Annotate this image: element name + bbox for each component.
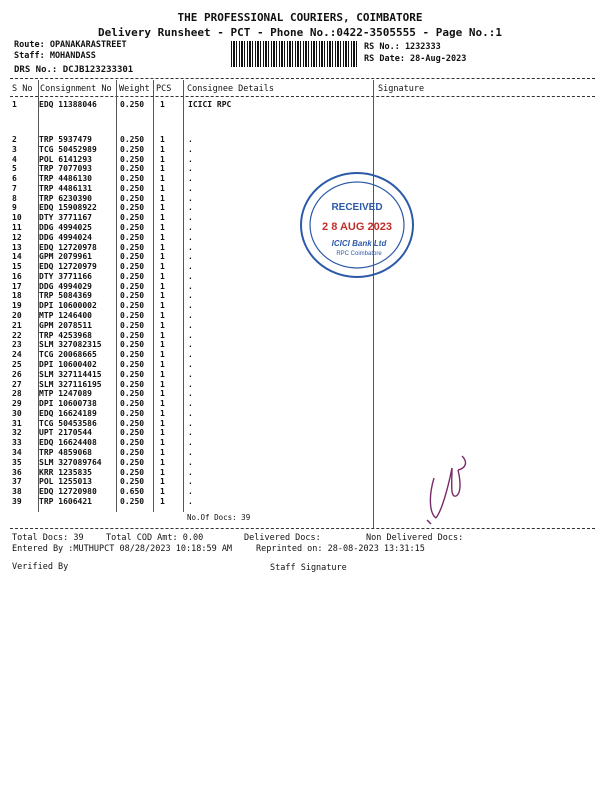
row-sno: 5	[12, 164, 17, 174]
row-consignment: DTY 3771166	[39, 271, 92, 281]
received-stamp	[297, 170, 415, 280]
row-sno: 39	[12, 496, 22, 506]
row-consignee: .	[188, 252, 193, 262]
row-consignee: .	[188, 242, 193, 252]
stamp-bank: ICICI Bank Ltd	[331, 239, 387, 248]
col-header-signature: Signature	[378, 84, 425, 94]
row-consignment: UPT 2170544	[39, 428, 92, 438]
row-weight: 0.250	[120, 330, 145, 340]
row-pcs: 1	[160, 330, 165, 340]
row-weight: 0.250	[120, 408, 145, 418]
table-row	[12, 360, 372, 370]
row-sno: 19	[12, 301, 22, 311]
row-pcs: 1	[160, 496, 165, 506]
row-pcs: 1	[160, 232, 165, 242]
row-pcs: 1	[160, 311, 165, 321]
stamp-branch: RPC Coimbatore	[336, 251, 382, 257]
row-pcs: 1	[160, 291, 165, 301]
row-sno: 7	[12, 183, 17, 193]
row-consignee: .	[188, 369, 193, 379]
row-pcs: 1	[160, 154, 165, 164]
table-row	[12, 340, 372, 350]
row-sno: 30	[12, 408, 22, 418]
stamp-received: RECEIVED	[331, 202, 383, 213]
row-pcs: 1	[160, 408, 165, 418]
table-row	[12, 301, 372, 311]
row-consignment: TRP 4486131	[39, 183, 92, 193]
row-pcs: 1	[160, 242, 165, 252]
row-weight: 0.250	[120, 271, 145, 281]
table-row	[12, 497, 372, 507]
row-consignment: DDG 4994024	[39, 232, 92, 242]
row-consignee: .	[188, 408, 193, 418]
row-pcs: 1	[160, 418, 165, 428]
row-consignee: .	[188, 301, 193, 311]
row-consignee: .	[188, 359, 193, 369]
row-pcs: 1	[160, 183, 165, 193]
table-row	[12, 448, 372, 458]
row-sno: 27	[12, 379, 22, 389]
row-weight: 0.250	[120, 379, 145, 389]
row-pcs: 1	[160, 428, 165, 438]
row-consignment: TRP 6230390	[39, 193, 92, 203]
row-consignment: EDQ 15908922	[39, 203, 97, 213]
row-sno: 21	[12, 320, 22, 330]
row-sno: 26	[12, 369, 22, 379]
row-pcs: 1	[160, 477, 165, 487]
row-consignee: .	[188, 174, 193, 184]
row-consignee: .	[188, 154, 193, 164]
row-pcs: 1	[160, 457, 165, 467]
company-title: THE PROFESSIONAL COURIERS, COIMBATORE	[177, 11, 423, 24]
row-sno: 32	[12, 428, 22, 438]
table-row	[12, 155, 372, 165]
row-sno: 25	[12, 359, 22, 369]
table-bottom-rule	[10, 528, 595, 529]
row-sno: 22	[12, 330, 22, 340]
row-pcs: 1	[160, 340, 165, 350]
row-consignment: GPM 2078511	[39, 320, 92, 330]
row-consignee: .	[188, 399, 193, 409]
no-of-docs: No.Of Docs: 39	[187, 513, 251, 522]
row-weight: 0.250	[120, 183, 145, 193]
row-sno: 12	[12, 232, 22, 242]
row-weight: 0.250	[120, 291, 145, 301]
col-header-pcs: PCS	[156, 84, 172, 94]
row-weight: 0.250	[120, 232, 145, 242]
row-consignment: DTY 3771167	[39, 213, 92, 223]
row-consignee: .	[188, 232, 193, 242]
row-consignee: .	[188, 262, 193, 272]
row-weight: 0.250	[120, 174, 145, 184]
reprinted-on: Reprinted on: 28-08-2023 13:31:15	[256, 544, 425, 554]
route-label: Route: OPANAKARASTREET	[14, 40, 127, 50]
row-consignee: .	[188, 213, 193, 223]
row-consignee: .	[188, 389, 193, 399]
row-pcs: 1	[160, 164, 165, 174]
table-row	[12, 399, 372, 409]
row-sno: 15	[12, 262, 22, 272]
row-consignee: .	[188, 281, 193, 291]
row-consignment: POL 1255013	[39, 477, 92, 487]
row-consignment: SLM 327114415	[39, 369, 102, 379]
row-consignment: TRP 4859068	[39, 447, 92, 457]
row-consignee: .	[188, 135, 193, 144]
row-weight: 0.650	[120, 487, 145, 497]
row-sno: 31	[12, 418, 22, 428]
row-sno: 8	[12, 193, 17, 203]
row-consignee: .	[188, 487, 193, 497]
staff-label: Staff: MOHANDASS	[14, 51, 96, 61]
row-pcs: 1	[160, 320, 165, 330]
table-row	[12, 409, 372, 419]
row-weight: 0.250	[120, 428, 145, 438]
total-cod: Total COD Amt: 0.00	[106, 533, 204, 543]
row-consignee: .	[188, 340, 193, 350]
row-consignment: POL 6141293	[39, 154, 92, 164]
table-row	[12, 428, 372, 438]
row-sno: 6	[12, 174, 17, 184]
row-consignment: TCG 20068665	[39, 350, 97, 360]
row-consignee: .	[188, 350, 193, 360]
row-weight: 0.250	[120, 154, 145, 164]
row-weight: 0.250	[120, 242, 145, 252]
table-row	[12, 135, 372, 145]
row-sno: 20	[12, 311, 22, 321]
entered-by: Entered By :MUTHUPCT 08/28/2023 10:18:59 AM	[12, 544, 233, 554]
row-consignment: DDG 4994029	[39, 281, 92, 291]
row-weight: 0.250	[120, 203, 145, 213]
col-header-consignee: Consignee Details	[187, 84, 274, 94]
row-consignment: DPI 10600738	[39, 399, 97, 409]
row-weight: 0.250	[120, 457, 145, 467]
total-docs: Total Docs: 39	[12, 533, 84, 543]
row-pcs: 1	[160, 379, 165, 389]
row-weight: 0.250	[120, 438, 145, 448]
row-sno: 38	[12, 487, 22, 497]
row-pcs: 1	[160, 399, 165, 409]
row-sno: 10	[12, 213, 22, 223]
table-row	[12, 321, 372, 331]
row-consignment: GPM 2079961	[39, 252, 92, 262]
row-sno: 24	[12, 350, 22, 360]
row-weight: 0.250	[120, 496, 145, 506]
row-consignment: EDQ 11388046	[39, 100, 97, 109]
row-sno: 37	[12, 477, 22, 487]
row-pcs: 1	[160, 144, 165, 154]
row-consignee: .	[188, 330, 193, 340]
table-row	[12, 350, 372, 360]
row-sno: 18	[12, 291, 22, 301]
row-consignment: KRR 1235835	[39, 467, 92, 477]
drs-label: DRS No.: DCJB123233301	[14, 65, 134, 75]
row-consignee: .	[188, 438, 193, 448]
row-weight: 0.250	[120, 389, 145, 399]
row-consignee: .	[188, 144, 193, 154]
row-weight: 0.250	[120, 399, 145, 409]
row-weight: 0.250	[120, 340, 145, 350]
row-consignment: SLM 327082315	[39, 340, 102, 350]
table-header-rule	[10, 96, 595, 97]
row-pcs: 1	[160, 271, 165, 281]
row-weight: 0.250	[120, 281, 145, 291]
row-consignee: .	[188, 223, 193, 233]
row-consignment: EDQ 16624189	[39, 408, 97, 418]
table-row	[12, 487, 372, 497]
row-pcs: 1	[160, 193, 165, 203]
row-pcs: 1	[160, 389, 165, 399]
row-pcs: 1	[160, 467, 165, 477]
runsheet-title: Delivery Runsheet - PCT - Phone No.:0422-3505555 - Page No.:1	[98, 26, 502, 39]
table-row	[12, 458, 372, 468]
row-consignment: EDQ 12720978	[39, 242, 97, 252]
table-row	[12, 468, 372, 478]
col-header-sno: S No	[12, 84, 33, 94]
row-sno: 28	[12, 389, 22, 399]
row-weight: 0.250	[120, 359, 145, 369]
row-consignee: .	[188, 311, 193, 321]
row-consignment: DPI 10600402	[39, 359, 97, 369]
stamp-date: 2 8 AUG 2023	[322, 221, 392, 233]
table-row	[12, 370, 372, 380]
row-consignment: TCG 50453586	[39, 418, 97, 428]
row-weight: 0.250	[120, 144, 145, 154]
row-sno: 16	[12, 271, 22, 281]
row-pcs: 1	[160, 135, 165, 144]
row-sno: 17	[12, 281, 22, 291]
row-pcs: 1	[160, 281, 165, 291]
row-weight: 0.250	[120, 252, 145, 262]
row-consignment: SLM 327089764	[39, 457, 102, 467]
row-consignment: EDQ 12720980	[39, 487, 97, 497]
row-consignee: .	[188, 477, 193, 487]
table-row	[12, 438, 372, 448]
row-weight: 0.250	[120, 262, 145, 272]
row-consignment: TRP 4253968	[39, 330, 92, 340]
barcode	[231, 41, 357, 67]
row-consignee: .	[188, 183, 193, 193]
row-pcs: 1	[160, 487, 165, 497]
row-consignment: TRP 5937479	[39, 135, 92, 144]
row-consignment: SLM 327116195	[39, 379, 102, 389]
row-consignment: TRP 7077093	[39, 164, 92, 174]
row-consignment: TRP 1606421	[39, 496, 92, 506]
row-consignment: TCG 50452989	[39, 144, 97, 154]
row-weight: 0.250	[120, 369, 145, 379]
table-row	[12, 282, 372, 292]
row-consignee: .	[188, 496, 193, 506]
row-consignment: EDQ 12720979	[39, 262, 97, 272]
row-pcs: 1	[160, 213, 165, 223]
row-consignee: .	[188, 467, 193, 477]
row-pcs: 1	[160, 262, 165, 272]
table-row	[12, 380, 372, 390]
row-sno: 34	[12, 447, 22, 457]
table-row	[12, 100, 372, 110]
row-consignee: .	[188, 193, 193, 203]
row-sno: 36	[12, 467, 22, 477]
row-weight: 0.250	[120, 301, 145, 311]
rs-number: RS No.: 1232333	[364, 42, 441, 52]
row-weight: 0.250	[120, 350, 145, 360]
col-divider	[373, 80, 374, 528]
staff-signature: Staff Signature	[270, 563, 347, 573]
table-row	[12, 389, 372, 399]
row-weight: 0.250	[120, 447, 145, 457]
row-consignee: .	[188, 379, 193, 389]
row-consignment: MTP 1247089	[39, 389, 92, 399]
row-sno: 2	[12, 135, 17, 144]
row-pcs: 1	[160, 223, 165, 233]
row-consignment: MTP 1246400	[39, 311, 92, 321]
row-weight: 0.250	[120, 213, 145, 223]
table-row	[12, 145, 372, 155]
row-pcs: 1	[160, 369, 165, 379]
row-pcs: 1	[160, 252, 165, 262]
row-consignment: TRP 4486130	[39, 174, 92, 184]
verified-by: Verified By	[12, 562, 69, 572]
table-row	[12, 331, 372, 341]
row-weight: 0.250	[120, 477, 145, 487]
row-consignee: .	[188, 164, 193, 174]
delivered-docs: Delivered Docs:	[244, 533, 321, 543]
row-consignee: .	[188, 418, 193, 428]
row-consignment: DDG 4994025	[39, 223, 92, 233]
row-weight: 0.250	[120, 193, 145, 203]
row-sno: 1	[12, 100, 17, 109]
row-pcs: 1	[160, 350, 165, 360]
row-weight: 0.250	[120, 223, 145, 233]
row-sno: 3	[12, 144, 17, 154]
non-delivered-docs: Non Delivered Docs:	[366, 533, 464, 543]
row-weight: 0.250	[120, 320, 145, 330]
row-consignment: DPI 10600002	[39, 301, 97, 311]
row-pcs: 1	[160, 359, 165, 369]
row-sno: 35	[12, 457, 22, 467]
row-weight: 0.250	[120, 311, 145, 321]
row-consignee: .	[188, 457, 193, 467]
row-sno: 14	[12, 252, 22, 262]
row-consignee: .	[188, 271, 193, 281]
row-pcs: 1	[160, 301, 165, 311]
table-row	[12, 419, 372, 429]
row-sno: 23	[12, 340, 22, 350]
row-weight: 0.250	[120, 100, 145, 109]
col-header-consignment: Consignment No	[40, 84, 112, 94]
table-row	[12, 291, 372, 301]
row-sno: 11	[12, 223, 22, 233]
row-consignee: ICICI RPC	[188, 100, 232, 109]
row-weight: 0.250	[120, 418, 145, 428]
handwritten-signature	[422, 448, 472, 528]
row-consignee: .	[188, 320, 193, 330]
row-sno: 4	[12, 154, 17, 164]
row-consignee: .	[188, 447, 193, 457]
row-consignee: .	[188, 203, 193, 213]
row-pcs: 1	[160, 174, 165, 184]
table-row	[12, 477, 372, 487]
row-sno: 9	[12, 203, 17, 213]
row-consignee: .	[188, 291, 193, 301]
row-pcs: 1	[160, 100, 165, 109]
row-pcs: 1	[160, 447, 165, 457]
row-sno: 29	[12, 399, 22, 409]
row-weight: 0.250	[120, 164, 145, 174]
row-weight: 0.250	[120, 467, 145, 477]
rs-date: RS Date: 28-Aug-2023	[364, 54, 467, 64]
col-header-weight: Weight	[119, 84, 150, 94]
table-row	[12, 311, 372, 321]
row-weight: 0.250	[120, 135, 145, 144]
row-sno: 33	[12, 438, 22, 448]
table-top-rule	[10, 78, 595, 79]
row-consignee: .	[188, 428, 193, 438]
row-consignment: TRP 5084369	[39, 291, 92, 301]
row-consignment: EDQ 16624408	[39, 438, 97, 448]
row-pcs: 1	[160, 438, 165, 448]
row-sno: 13	[12, 242, 22, 252]
row-pcs: 1	[160, 203, 165, 213]
